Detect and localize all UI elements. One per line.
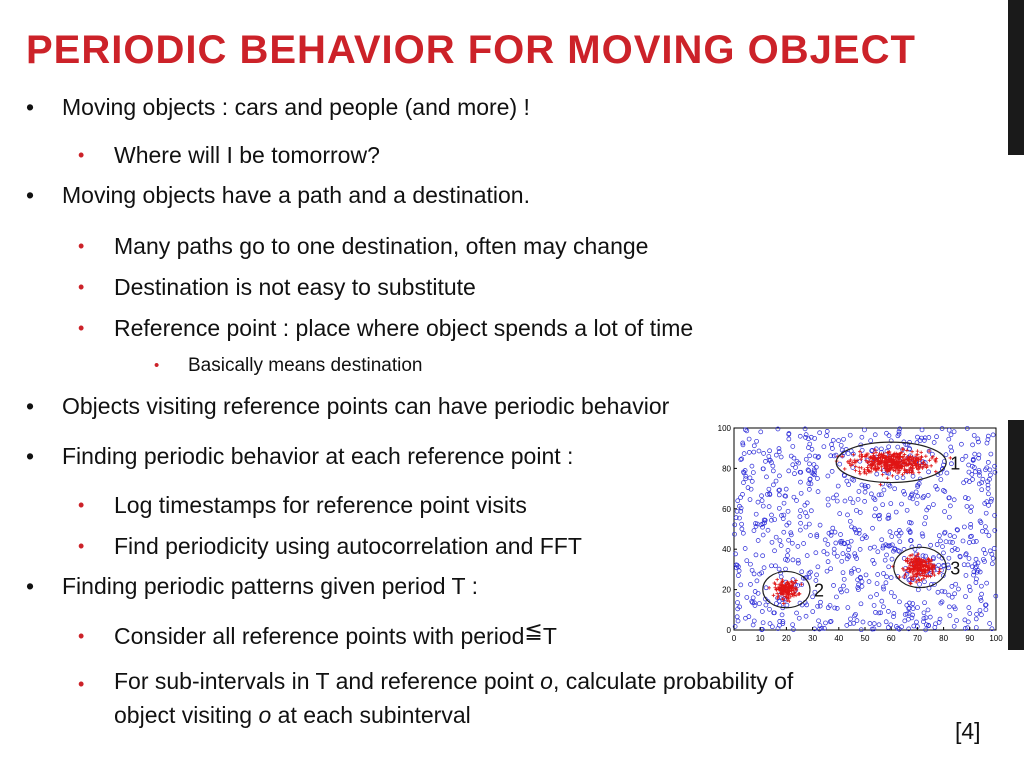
bullet-text: Destination is not easy to substitute bbox=[114, 274, 476, 300]
bullet-text: Where will I be tomorrow? bbox=[114, 142, 380, 168]
bullet-glyph: • bbox=[154, 357, 160, 374]
y-tick-label: 80 bbox=[722, 464, 731, 474]
bullet-many-paths bbox=[78, 233, 649, 260]
x-tick-label: 10 bbox=[755, 634, 765, 643]
cluster-label: 3 bbox=[950, 558, 961, 579]
bullet-glyph: • bbox=[26, 393, 35, 419]
x-tick-label: 20 bbox=[781, 634, 791, 643]
bullet-sub-intervals bbox=[78, 664, 794, 732]
bullet-log-timestamps bbox=[78, 492, 527, 519]
y-tick-label: 40 bbox=[722, 545, 731, 555]
bullet-glyph: • bbox=[26, 443, 35, 469]
bullet-glyph: • bbox=[78, 674, 85, 694]
y-tick-label: 0 bbox=[726, 626, 731, 635]
x-tick-label: 50 bbox=[860, 634, 870, 643]
x-tick-label: 100 bbox=[989, 634, 1003, 643]
x-tick-label: 90 bbox=[965, 634, 975, 643]
x-tick-label: 0 bbox=[731, 634, 737, 643]
bullet-consider-reference-points bbox=[78, 619, 557, 650]
leq-symbol: ≦ bbox=[524, 619, 543, 644]
bullet-glyph: • bbox=[78, 626, 85, 646]
bullet-glyph: • bbox=[26, 94, 35, 120]
bullet-destination-substitute bbox=[78, 274, 476, 301]
x-tick-label: 80 bbox=[939, 634, 949, 643]
bullet-periodic-behavior bbox=[26, 393, 670, 420]
x-tick-label: 30 bbox=[808, 634, 818, 643]
bullet-line-1 bbox=[114, 664, 793, 698]
bullet-text: Basically means destination bbox=[188, 355, 423, 376]
bullet-text: Many paths go to one destination, often may change bbox=[114, 233, 649, 259]
text-segment: at each subinterval bbox=[271, 702, 471, 728]
bullet-path-destination bbox=[26, 182, 530, 209]
x-tick-label: 70 bbox=[912, 634, 922, 643]
cluster-label: 1 bbox=[950, 453, 961, 474]
y-tick-label: 60 bbox=[722, 504, 731, 514]
bullet-glyph: • bbox=[78, 236, 85, 256]
bullet-basically-destination bbox=[154, 355, 423, 377]
bullet-finding-periodic-behavior bbox=[26, 443, 574, 470]
bullet-text: Consider all reference points with period bbox=[114, 623, 525, 649]
text-segment: object visiting bbox=[114, 702, 259, 728]
bullet-text: Finding periodic patterns given period T : bbox=[62, 573, 478, 599]
italic-o: o bbox=[540, 668, 553, 694]
bullet-glyph: • bbox=[78, 277, 85, 297]
x-tick-label: 60 bbox=[886, 634, 896, 643]
right-accent-bar-bottom bbox=[1008, 420, 1024, 650]
bullet-glyph: • bbox=[78, 536, 85, 556]
text-segment: , calculate probability of bbox=[552, 668, 794, 694]
bullet-moving-objects bbox=[26, 94, 530, 121]
italic-o: o bbox=[258, 702, 272, 728]
citation: [4] bbox=[955, 718, 981, 744]
bullet-glyph: • bbox=[78, 145, 85, 165]
bullet-where-tomorrow bbox=[78, 142, 380, 169]
bullet-text: Finding periodic behavior at each reference point : bbox=[62, 443, 574, 469]
bullet-text: Log timestamps for reference point visits bbox=[114, 492, 527, 518]
bullet-glyph: • bbox=[78, 318, 85, 338]
text-segment: For sub-intervals in T and reference point bbox=[114, 668, 541, 694]
scatter-figure bbox=[706, 420, 1006, 650]
bullet-glyph: • bbox=[26, 182, 35, 208]
bullet-glyph: • bbox=[26, 573, 35, 599]
bullet-glyph: • bbox=[78, 495, 85, 515]
slide-title: PERIODIC BEHAVIOR FOR MOVING OBJECT bbox=[26, 28, 916, 72]
y-tick-label: 100 bbox=[717, 424, 731, 433]
bullet-line-2 bbox=[114, 698, 793, 732]
bullet-text: Reference point : place where object spends a lot of time bbox=[114, 315, 694, 341]
cluster-label: 2 bbox=[813, 580, 824, 601]
bullet-find-periodicity bbox=[78, 533, 582, 560]
bullet-text-end: T bbox=[542, 623, 557, 649]
bullet-text: Moving objects have a path and a destination. bbox=[62, 182, 530, 208]
scatter-plot bbox=[706, 420, 1006, 650]
y-tick-label: 20 bbox=[722, 585, 731, 595]
bullet-reference-point bbox=[78, 315, 694, 342]
bullet-text: Objects visiting reference points can have periodic behavior bbox=[62, 393, 670, 419]
right-accent-bar-top bbox=[1008, 0, 1024, 155]
bullet-finding-periodic-patterns bbox=[26, 573, 478, 600]
x-tick-label: 40 bbox=[834, 634, 844, 643]
bullet-text: Find periodicity using autocorrelation and FFT bbox=[114, 533, 582, 559]
bullet-text: Moving objects : cars and people (and more) ! bbox=[62, 94, 530, 120]
